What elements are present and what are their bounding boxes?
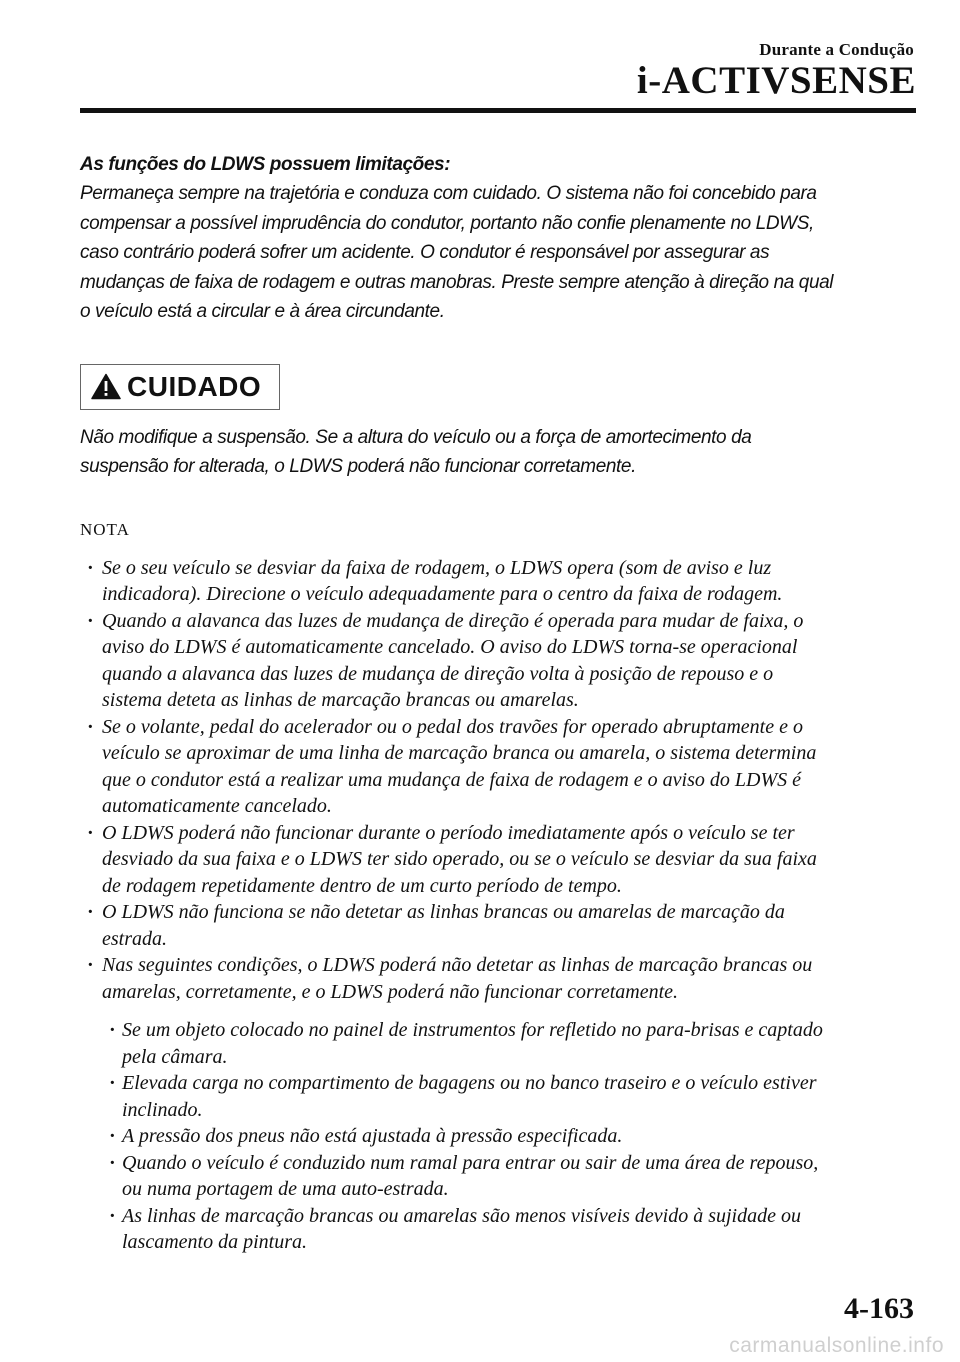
watermark: carmanualsonline.info [729,1334,944,1357]
note-line: · Quando a alavanca das luzes de mudança de direção é operada para mudar de faixa, o [102,609,804,632]
note-line: · Se o seu veículo se desviar da faixa de rodagem, o LDWS opera (som de aviso e luz [102,556,772,579]
caution-label: CUIDADO [127,370,262,402]
note-line: sistema deteta as linhas de marcação brancas ou amarelas. [102,689,579,711]
condition-item [100,1123,914,1150]
condition-item [100,1070,914,1123]
condition-item [100,1017,914,1070]
note-line: · O LDWS poderá não funcionar durante o período imediatamente após o veículo se ter [102,821,795,844]
note-line: desviado da sua faixa e o LDWS ter sido operado, ou se o veículo se desviar da sua faixa [102,848,817,870]
note-line: estrada. [102,927,167,950]
caution-line: Não modifique a suspensão. Se a altura do veículo ou a força de amortecimento da [80,426,752,448]
condition-line: · Quando o veículo é conduzido num ramal para entrar ou sair de uma área de repouso, [122,1151,819,1174]
chapter-title: i-ACTIVSENSE [636,59,916,102]
condition-item [100,1150,914,1203]
note-line: indicadora). Direcione o veículo adequadamente para o centro da faixa de rodagem. [102,583,783,605]
page-number: 4-163 [844,1292,914,1325]
condition-line: · A pressão dos pneus não está ajustada à pressão especificada. [122,1125,623,1147]
condition-line: pela câmara. [122,1045,228,1068]
warning-line: Permaneça sempre na trajetória e conduza com cuidado. O sistema não foi concebido para [80,183,817,204]
note-line: · Nas seguintes condições, o LDWS poderá não detetar as linhas de marcação brancas ou [102,954,813,976]
note-line: de rodagem repetidamente dentro de um curto período de tempo. [102,874,622,897]
note-line: · Se o volante, pedal do acelerador ou o pedal dos travões for operado abruptamente e o [102,715,803,738]
note-line: quando a alavanca das luzes de mudança de direção volta à posição de repouso e o [102,662,774,685]
note-item [80,714,914,820]
note-item [80,899,914,952]
note-line: · O LDWS não funciona se não detetar as linhas brancas ou amarelas de marcação da [102,901,785,923]
caution-banner [80,364,280,410]
note-line: que o condutor está a realizar uma mudança de faixa de rodagem e o aviso do LDWS é [102,768,801,791]
note-title: NOTA [80,519,130,539]
condition-line: · As linhas de marcação brancas ou amarelas são menos visíveis devido à sujidade ou [122,1204,801,1227]
condition-line: · Se um objeto colocado no painel de instrumentos for refletido no para-brisas e captado [122,1019,823,1041]
condition-item [100,1203,914,1256]
condition-line: · Elevada carga no compartimento de bagagens ou no banco traseiro e o veículo estiver [122,1072,817,1094]
note-line: automaticamente cancelado. [102,795,332,817]
section-title: Durante a Condução [759,40,914,59]
note-line: aviso do LDWS é automaticamente cancelado. O aviso do LDWS torna-se operacional [102,636,798,658]
note-line: amarelas, corretamente, e o LDWS poderá não funcionar corretamente. [102,980,679,1003]
note-item [80,952,914,1005]
caution-body [80,423,914,482]
note-list [80,555,914,1006]
warning-body [80,179,914,327]
page-content [80,150,914,1256]
condition-list [100,1017,914,1256]
warning-title: As funções do LDWS possuem limitações: [80,154,451,175]
caution-line: suspensão for alterada, o LDWS poderá não funcionar corretamente. [80,456,636,477]
header-divider [80,108,916,113]
condition-line: inclinado. [122,1098,203,1121]
warning-line: o veículo está a circular e à área circundante. [80,301,445,322]
condition-line: ou numa portagem de uma auto-estrada. [122,1178,449,1200]
note-item [80,820,914,900]
warning-line: compensar a possível imprudência do condutor, portanto não confie plenamente no LDWS, [80,212,814,234]
condition-line: lascamento da pintura. [122,1231,307,1253]
note-item [80,555,914,608]
note-line: veículo se aproximar de uma linha de marcação branca ou amarela, o sistema determina [102,742,817,764]
note-item [80,608,914,714]
warning-triangle-icon [91,373,121,400]
warning-line: mudanças de faixa de rodagem e outras manobras. Preste sempre atenção à direção na qual [80,271,834,293]
warning-line: caso contrário poderá sofrer um acidente. O condutor é responsável por assegurar as [80,242,770,263]
